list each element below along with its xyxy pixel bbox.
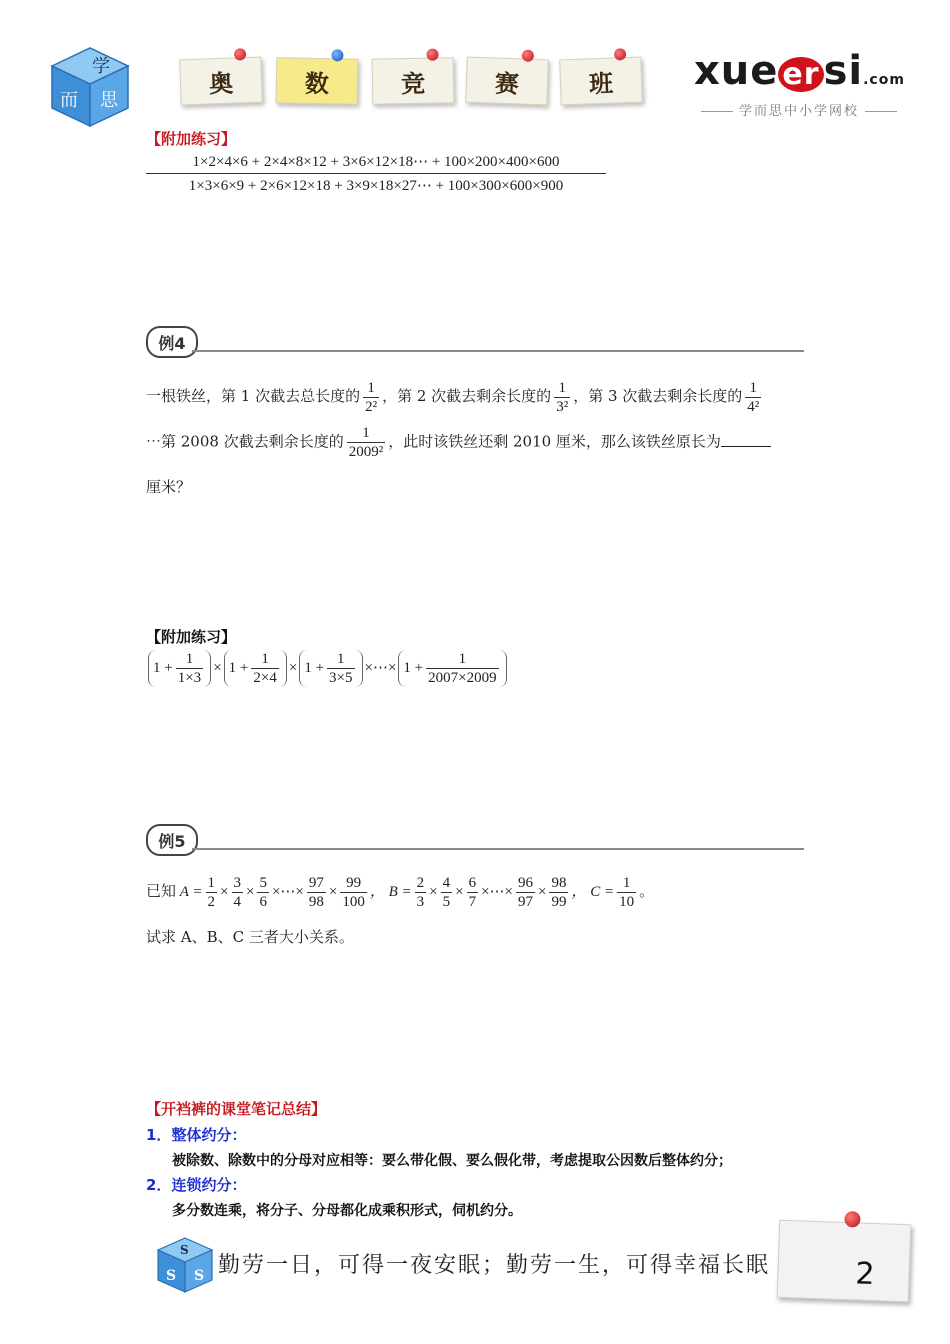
example-5-expression: 已知 A = $\frac{1}{2}$ × $\frac{3}{4}$ × $\frac{5}{6}$ ×⋯× $\frac{97}{98}$ × $\frac{99}{100}$ ， B = $\frac{2}{3}$ × $\frac{4}{5}$ × $\frac{6}{7}$ ×⋯× $\frac{96}{97}$ × $\frac{98}{99}$ ， C = $\frac{1}{10}$ 。 — [146, 875, 655, 910]
example-badge: 例5 — [146, 824, 198, 856]
example-5-question: 试求 A、B、C 三者大小关系。 — [146, 928, 354, 946]
notes-title: 【开裆裤的课堂笔记总结】 — [146, 1100, 327, 1118]
logo-cube — [46, 40, 134, 128]
practice-2-expression: 1 + $\frac{1}{1\times 3}$ × 1 + $\frac{1}{2\times 4}$ × 1 + $\frac{1}{3\times 5}$ ×⋯× 1 + $\frac{1}{2007\times 2009}$ — [146, 650, 509, 687]
example-5-header — [146, 824, 806, 858]
notes-item-1-text: 被除数、除数中的分母对应相等：要么带化假、要么假化带，考虑提取公因数后整体约分； — [172, 1153, 732, 1169]
pushpin-icon — [614, 48, 626, 60]
logo-subtitle: 学而思中小学网校 — [684, 100, 914, 119]
fraction-denominator: 1×3×6×9 + 2×6×12×18 + 3×9×18×27⋯ + 100×300×600×900 — [188, 178, 564, 194]
tab-jing — [372, 57, 455, 104]
notes-item-1-title: 1．整体约分： — [146, 1126, 247, 1144]
pushpin-icon — [522, 50, 534, 62]
example-badge: 例4 — [146, 326, 198, 358]
svg-text:S: S — [180, 1243, 189, 1257]
cube-char-1: 学 — [92, 56, 110, 77]
practice-1-fraction — [146, 152, 606, 195]
pushpin-icon — [844, 1211, 861, 1228]
example-4-text: 一根铁丝，第 1 次截去总长度的 $\frac{1}{\text{2²}}$ ，第 2 次截去剩余长度的 $\frac{1}{\text{3²}}$ ，第 3 次截去剩余长度的 $\frac{1}{\text{4²}}$ — [146, 379, 760, 415]
svg-text:S: S — [194, 1268, 205, 1284]
tab-ban — [559, 57, 643, 106]
example-4-text-2: ⋯第 2008 次截去剩余长度的 $\frac{1}{\text{2009²}}$ ，此时该铁丝还剩 2010 厘米，那么该铁丝原长为 — [146, 424, 826, 461]
pushpin-icon — [234, 48, 246, 60]
tab-label: 竞 — [400, 69, 426, 98]
practice-label-2: 【附加练习】 — [146, 628, 237, 646]
tab-label: 奥 — [208, 69, 234, 98]
tab-label: 赛 — [494, 69, 520, 98]
tab-ao — [179, 57, 263, 106]
example-4-text-3: 厘米？ — [146, 478, 192, 496]
svg-text:S: S — [166, 1268, 177, 1284]
cube-char-2: 而 — [60, 90, 78, 111]
footer-motto: 勤劳一日，可得一夜安眠；勤劳一生，可得幸福长眠 — [218, 1253, 771, 1278]
divider — [192, 350, 804, 352]
tab-label: 数 — [304, 69, 330, 98]
tab-shu — [276, 57, 359, 104]
page-number: 2 — [854, 1256, 876, 1293]
cube-char-3: 思 — [100, 90, 118, 111]
tab-label: 班 — [588, 69, 614, 98]
pushpin-icon — [331, 49, 343, 61]
pushpin-icon — [426, 49, 438, 61]
notes-item-2-text: 多分数连乘，将分子、分母都化成乘积形式，伺机约分。 — [172, 1203, 522, 1219]
notes-item-2-title: 2．连锁约分： — [146, 1176, 247, 1194]
footer-cube-logo — [154, 1232, 216, 1294]
tab-sai — [465, 57, 549, 106]
practice-label-1: 【附加练习】 — [146, 130, 237, 148]
example-4-header — [146, 326, 806, 360]
answer-blank — [721, 446, 771, 447]
page-number-note — [777, 1220, 912, 1303]
fraction-numerator: 1×2×4×6 + 2×4×8×12 + 3×6×12×18⋯ + 100×200×400×600 — [146, 152, 606, 174]
divider — [192, 848, 804, 850]
xueersi-logo: xue er si.com 学而思中小学网校 — [694, 48, 914, 94]
